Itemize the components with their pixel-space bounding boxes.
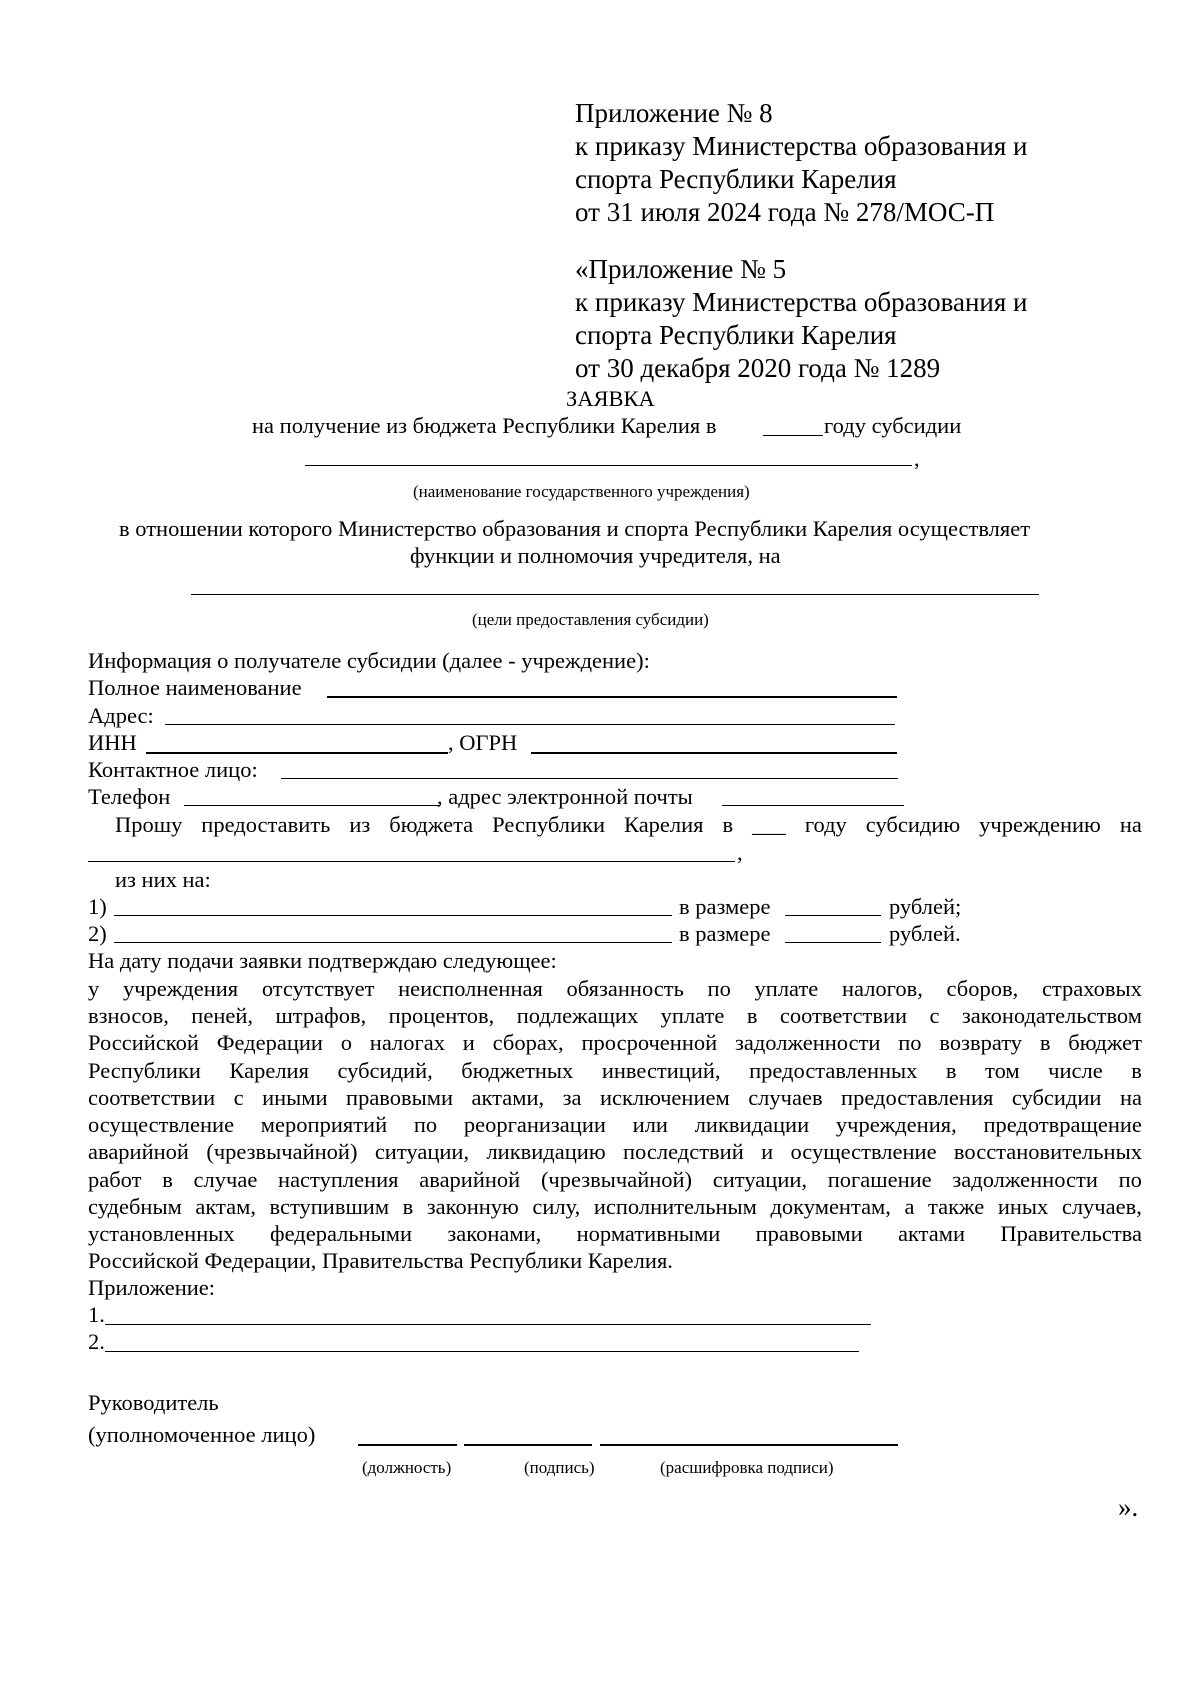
confirmation-line: судебным актам, вступившим в законную силу, исполнительным документам, а также иных случаев, [88, 1194, 1142, 1219]
inn-blank [146, 752, 448, 754]
attachment-line: спорта Республики Карелия [575, 320, 897, 350]
appendix-item-1-blank [105, 1324, 871, 1325]
signature-blank [464, 1444, 592, 1446]
email-label: , адрес электронной почты [437, 784, 693, 809]
request-word: учреждению [979, 812, 1101, 837]
caption-name-decoding: (расшифровка подписи) [660, 1458, 834, 1477]
intro-line-1-b: году субсидии [824, 413, 962, 438]
request-word: Карелия [623, 812, 704, 837]
of-them-label: из них на: [115, 867, 211, 892]
signature-authorized-label: (уполномоченное лицо) [88, 1422, 316, 1447]
caption-institution: (наименование государственного учреждения) [413, 482, 750, 501]
request-word: в [722, 812, 734, 837]
request-word: на [1119, 812, 1142, 837]
caption-position: (должность) [362, 1458, 452, 1477]
intro-line-1-a: на получение из бюджета Республики Карелия в [252, 413, 717, 438]
contact-label: Контактное лицо: [88, 757, 258, 782]
request-word: году [804, 812, 847, 837]
appendix-item-1-number: 1. [88, 1302, 105, 1327]
attachment-line: от 31 июля 2024 года № 278/МОС-П [575, 197, 995, 227]
inn-label: ИНН [88, 730, 137, 755]
item-1-number: 1) [88, 894, 107, 919]
rubles-label: рублей; [889, 894, 962, 919]
attachment-line: к приказу Министерства образования и [575, 131, 1028, 161]
attachment-line: спорта Республики Карелия [575, 164, 897, 194]
attachment-line: «Приложение № 5 [575, 254, 787, 284]
item-2-blank [114, 942, 672, 943]
amount-1-blank [785, 915, 881, 916]
request-word: ___ [752, 812, 786, 837]
amount-label: в размере [679, 921, 771, 946]
name-decoding-blank [600, 1444, 898, 1446]
confirmation-line: осуществление мероприятий по реорганизации или ликвидации учреждения, предотвращение [88, 1112, 1142, 1137]
year-blank [763, 435, 823, 436]
request-line [115, 814, 1142, 837]
comma: , [737, 840, 743, 865]
intro-line-2: в отношении которого Министерство образования и спорта Республики Карелия осуществляет [119, 516, 1031, 541]
signature-head-label: Руководитель [88, 1390, 219, 1415]
request-purpose-blank [88, 861, 735, 862]
closing-quote: ». [1118, 1492, 1139, 1522]
caption-purpose: (цели предоставления субсидии) [472, 610, 709, 629]
attachment-line: к приказу Министерства образования и [575, 287, 1028, 317]
address-label: Адрес: [88, 703, 154, 728]
comma: , [914, 446, 920, 471]
amount-2-blank [785, 942, 881, 943]
confirmation-line: работ в случае наступления аварийной (чрезвычайной) ситуации, погашение задолженности по [88, 1167, 1142, 1192]
phone-label: Телефон [88, 784, 171, 809]
item-1-blank [114, 915, 672, 916]
position-blank [358, 1444, 457, 1446]
rubles-label: рублей. [889, 921, 961, 946]
full-name-label: Полное наименование [88, 675, 302, 700]
appendix-item-2-blank [105, 1351, 859, 1352]
request-word: Республики [492, 812, 606, 837]
institution-name-blank [305, 465, 912, 466]
confirmation-heading: На дату подачи заявки подтверждаю следующее: [88, 948, 557, 973]
caption-signature: (подпись) [524, 1458, 595, 1477]
confirmation-line: у учреждения отсутствует неисполненная обязанность по уплате налогов, сборов, страховых [88, 976, 1142, 1001]
amount-label: в размере [679, 894, 771, 919]
ogrn-label: , ОГРН [448, 730, 518, 755]
contact-blank [281, 778, 898, 779]
intro-line-3: функции и полномочия учредителя, на [410, 543, 781, 568]
attachment-line: от 30 декабря 2020 года № 1289 [575, 353, 941, 383]
ogrn-blank [531, 752, 897, 754]
confirmation-line: взносов, пеней, штрафов, процентов, подлежащих уплате в соответствии с законодательством [88, 1003, 1142, 1028]
purpose-blank [191, 594, 1039, 595]
confirmation-line: аварийной (чрезвычайной) ситуации, ликвидацию последствий и осуществление восстановительных [88, 1139, 1142, 1164]
email-blank [722, 805, 904, 806]
address-blank [165, 724, 895, 725]
request-word: предоставить [201, 812, 331, 837]
confirmation-line: Республики Карелия субсидий, бюджетных инвестиций, предоставленных в том числе в [88, 1058, 1142, 1083]
attachment-line: Приложение № 8 [575, 98, 773, 128]
request-word: субсидию [865, 812, 961, 837]
confirmation-line: установленных федеральными законами, нормативными правовыми актами Правительства [88, 1221, 1142, 1246]
request-word: Прошу [115, 812, 183, 837]
appendix-heading: Приложение: [88, 1275, 216, 1300]
phone-blank [184, 805, 440, 806]
recipient-heading: Информация о получателе субсидии (далее - учреждение): [88, 648, 650, 673]
request-word: из [349, 812, 371, 837]
confirmation-line: соответствии с иными правовыми актами, за исключением случаев предоставления субсидии на [88, 1085, 1142, 1110]
full-name-blank [327, 696, 897, 698]
item-2-number: 2) [88, 921, 107, 946]
document-title: ЗАЯВКА [566, 386, 655, 411]
request-word: бюджета [389, 812, 474, 837]
confirmation-line: Российской Федерации о налогах и сборах, просроченной задолженности по возврату в бюджет [88, 1030, 1142, 1055]
confirmation-last-line: Российской Федерации, Правительства Республики Карелия. [88, 1248, 673, 1273]
appendix-item-2-number: 2. [88, 1329, 105, 1354]
